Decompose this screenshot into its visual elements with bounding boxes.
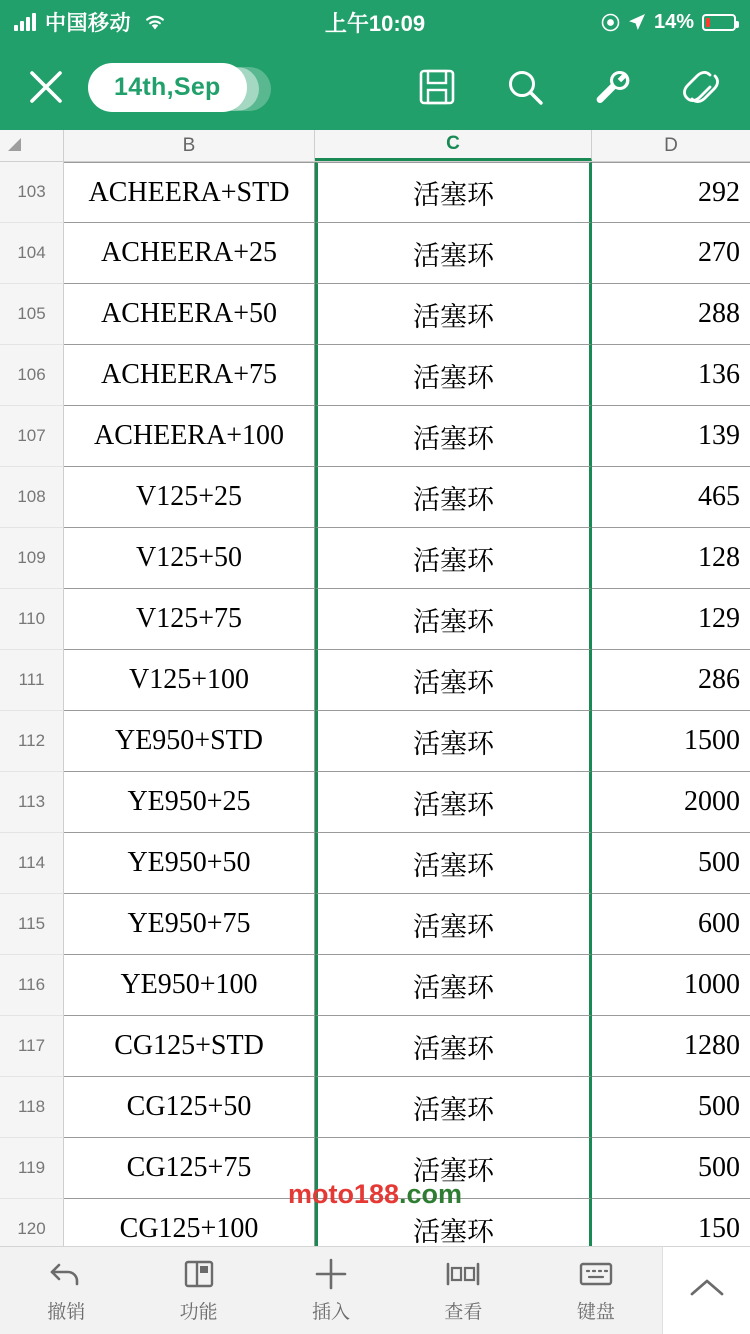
column-header-b[interactable]: B (64, 130, 315, 161)
row-header[interactable]: 106 (0, 345, 64, 406)
bottom-item-view[interactable] (397, 1257, 529, 1324)
column-header-d[interactable]: D (664, 134, 678, 156)
row-header[interactable]: 111 (0, 650, 64, 711)
cell-c[interactable]: 活塞环 (315, 711, 592, 772)
undo-icon (49, 1257, 83, 1291)
cell-b[interactable]: CG125+75 (64, 1138, 315, 1199)
cell-b[interactable]: ACHEERA+25 (64, 223, 315, 284)
cell-b[interactable]: CG125+50 (64, 1077, 315, 1138)
cell-b[interactable]: ACHEERA+100 (64, 406, 315, 467)
cell-d[interactable]: 288 (592, 284, 750, 345)
table-row[interactable] (0, 406, 750, 467)
cell-b[interactable]: V125+75 (64, 589, 315, 650)
cell-c[interactable]: 活塞环 (315, 284, 592, 345)
bottom-item-undo[interactable] (0, 1257, 132, 1324)
cell-d[interactable]: 465 (592, 467, 750, 528)
cell-d[interactable]: 136 (592, 345, 750, 406)
cell-c[interactable]: 活塞环 (315, 894, 592, 955)
save-icon[interactable] (414, 64, 460, 110)
table-row[interactable] (0, 223, 750, 284)
cell-c[interactable]: 活塞环 (315, 528, 592, 589)
table-row[interactable] (0, 955, 750, 1016)
status-bar (0, 0, 750, 44)
status-right (601, 11, 736, 34)
cell-b[interactable]: V125+50 (64, 528, 315, 589)
cell-b[interactable]: V125+25 (64, 467, 315, 528)
cell-c[interactable]: 活塞环 (315, 955, 592, 1016)
bottom-label-view: 查看 (444, 1302, 483, 1323)
cell-c[interactable]: 活塞环 (315, 1016, 592, 1077)
sheet-tab-group[interactable] (88, 63, 247, 112)
cell-c[interactable]: 活塞环 (315, 345, 592, 406)
chevron-up-icon (687, 1275, 727, 1306)
cell-c[interactable]: 活塞环 (315, 589, 592, 650)
cell-d[interactable]: 150 (592, 1199, 750, 1246)
cell-c[interactable]: 活塞环 (315, 467, 592, 528)
share-icon[interactable] (678, 64, 724, 110)
cell-c[interactable]: 活塞环 (315, 1138, 592, 1199)
cell-d[interactable]: 286 (592, 650, 750, 711)
cell-d[interactable]: 292 (592, 162, 750, 223)
table-row[interactable] (0, 772, 750, 833)
row-header[interactable]: 105 (0, 284, 64, 345)
status-clock: 上午10:09 (324, 10, 426, 36)
cell-c[interactable]: 活塞环 (315, 162, 592, 223)
watermark-red: moto188 (287, 1179, 399, 1209)
carrier-label: 中国移动 (45, 12, 131, 35)
bottom-label-function: 功能 (179, 1302, 218, 1323)
status-left (14, 7, 166, 37)
bottom-toolbar (0, 1246, 750, 1334)
signal-icon (14, 13, 36, 31)
bottom-item-keyboard[interactable] (530, 1257, 662, 1324)
select-all-corner[interactable] (0, 130, 64, 161)
row-header[interactable]: 112 (0, 711, 64, 772)
cell-d[interactable]: 129 (592, 589, 750, 650)
row-header[interactable]: 117 (0, 1016, 64, 1077)
row-header[interactable]: 110 (0, 589, 64, 650)
row-header[interactable]: 108 (0, 467, 64, 528)
search-icon[interactable] (502, 64, 548, 110)
table-row[interactable] (0, 650, 750, 711)
cell-d[interactable]: 600 (592, 894, 750, 955)
cell-d[interactable]: 128 (592, 528, 750, 589)
battery-percent: 14% (653, 10, 694, 33)
bottom-item-insert[interactable] (265, 1257, 397, 1324)
table-row[interactable] (0, 467, 750, 528)
cell-c[interactable]: 活塞环 (315, 223, 592, 284)
cell-d[interactable]: 1000 (592, 955, 750, 1016)
column-header-c[interactable]: C (315, 130, 592, 161)
table-row[interactable] (0, 284, 750, 345)
row-header[interactable]: 107 (0, 406, 64, 467)
plus-icon (313, 1257, 349, 1291)
row-header[interactable]: 103 (0, 162, 64, 223)
row-header[interactable]: 119 (0, 1138, 64, 1199)
bottom-item-function[interactable] (132, 1257, 264, 1324)
cell-d[interactable]: 500 (592, 833, 750, 894)
table-row[interactable] (0, 833, 750, 894)
cell-d[interactable]: 500 (592, 1077, 750, 1138)
table-row[interactable] (0, 1016, 750, 1077)
table-row[interactable] (0, 894, 750, 955)
cell-b[interactable]: YE950+50 (64, 833, 315, 894)
wifi-icon (144, 13, 166, 31)
cell-c[interactable]: 活塞环 (315, 1199, 592, 1246)
row-header[interactable]: 113 (0, 772, 64, 833)
view-icon (444, 1257, 482, 1291)
cell-b[interactable]: CG125+100 (64, 1199, 315, 1246)
row-header[interactable]: 118 (0, 1077, 64, 1138)
row-header[interactable]: 104 (0, 223, 64, 284)
cell-b[interactable]: ACHEERA+STD (64, 162, 315, 223)
table-row[interactable] (0, 589, 750, 650)
cell-b[interactable]: YE950+75 (64, 894, 315, 955)
cell-d[interactable]: 270 (592, 223, 750, 284)
sheet-tab-active[interactable]: 14th,Sep (88, 63, 247, 112)
spreadsheet[interactable] (0, 130, 750, 1246)
cell-b[interactable]: YE950+STD (64, 711, 315, 772)
function-icon (183, 1257, 215, 1291)
tools-icon[interactable] (590, 64, 636, 110)
app-toolbar (0, 44, 750, 130)
cell-d[interactable]: 139 (592, 406, 750, 467)
row-header[interactable]: 116 (0, 955, 64, 1016)
bottom-label-insert: 插入 (312, 1302, 351, 1323)
table-row[interactable] (0, 1138, 750, 1199)
toolbar-actions (414, 64, 728, 110)
row-header[interactable]: 115 (0, 894, 64, 955)
table-row[interactable] (0, 345, 750, 406)
table-row[interactable] (0, 162, 750, 223)
table-row[interactable] (0, 711, 750, 772)
cell-c[interactable]: 活塞环 (315, 833, 592, 894)
cell-b[interactable]: YE950+25 (64, 772, 315, 833)
close-icon[interactable] (22, 63, 70, 111)
cell-c[interactable]: 活塞环 (315, 1077, 592, 1138)
cell-c[interactable]: 活塞环 (315, 650, 592, 711)
cell-c[interactable]: 活塞环 (315, 772, 592, 833)
rotate-lock-icon (601, 13, 620, 32)
cell-d[interactable]: 1500 (592, 711, 750, 772)
cell-b[interactable]: CG125+STD (64, 1016, 315, 1077)
grid-body[interactable] (0, 162, 750, 1246)
cell-d[interactable]: 2000 (592, 772, 750, 833)
cell-c[interactable]: 活塞环 (315, 406, 592, 467)
battery-icon (702, 14, 736, 31)
cell-b[interactable]: V125+100 (64, 650, 315, 711)
bottom-label-keyboard: 键盘 (576, 1302, 615, 1323)
table-row[interactable] (0, 528, 750, 589)
keyboard-icon (578, 1257, 614, 1291)
collapse-toolbar-button[interactable] (662, 1247, 750, 1334)
row-header[interactable]: 114 (0, 833, 64, 894)
table-row[interactable] (0, 1199, 750, 1246)
cell-d[interactable]: 1280 (592, 1016, 750, 1077)
row-header[interactable]: 109 (0, 528, 64, 589)
watermark-green: .com (399, 1179, 463, 1209)
cell-b[interactable]: YE950+100 (64, 955, 315, 1016)
table-row[interactable] (0, 1077, 750, 1138)
cell-d[interactable]: 500 (592, 1138, 750, 1199)
location-icon (628, 13, 646, 31)
cell-b[interactable]: ACHEERA+75 (64, 345, 315, 406)
bottom-label-undo: 撤销 (47, 1302, 86, 1323)
row-header[interactable]: 120 (0, 1199, 64, 1246)
cell-b[interactable]: ACHEERA+50 (64, 284, 315, 345)
column-header-row (0, 130, 750, 162)
